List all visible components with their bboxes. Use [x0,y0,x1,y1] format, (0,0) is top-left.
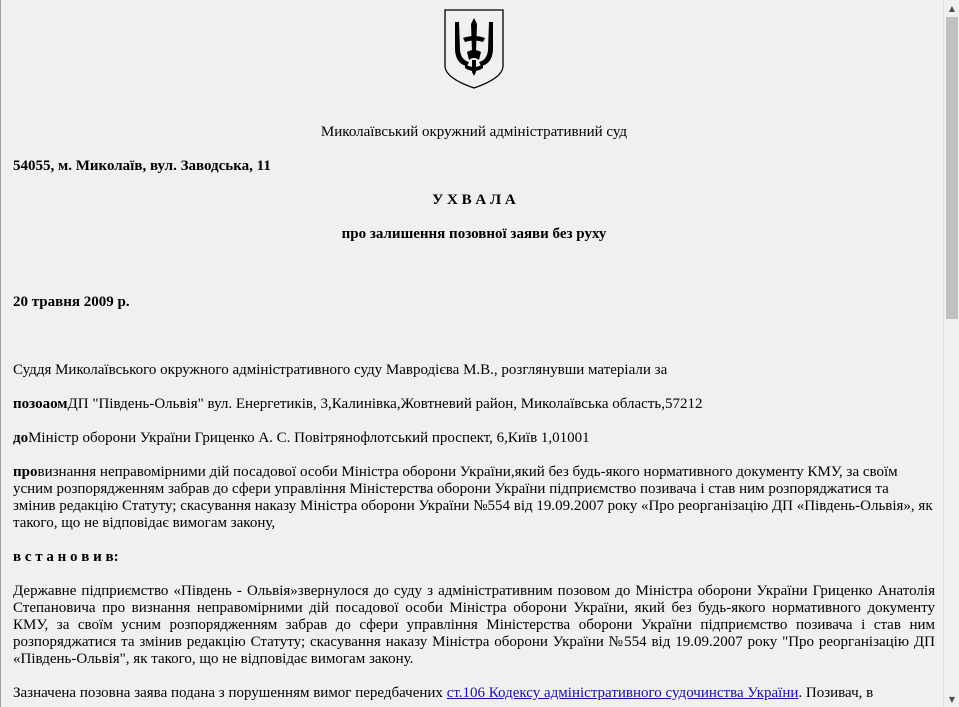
established-paragraph: Державне підприємство «Південь - Ольвія»звернулося до суду з адміністративним позовом до Міністра оборони України Гриценко Анатолія Степановича про визнання неправомірними дій посадової особи Міністра оборони України, який без будь-якого нормативного документу КМУ, за своїм усним розпорядженням забрав до сфери управління Міністерства оборони України підприємство позивача і став ним розпоряджатися та змінив редакцію Статуту; скасування наказу Міністра оборони України №554 від 19.09.2007 року "Про реорганізацію ДП «Південь-Ольвія", як такого, що не відповідає вимогам закону. [13,583,935,667]
defendant-label: до [13,430,29,446]
document-date: 20 травня 2009 р. [13,294,130,310]
scrollbar-thumb[interactable] [946,17,958,319]
subject-paragraph [13,464,935,532]
document-title: У Х В А Л А [432,192,516,208]
court-address: 54055, м. Миколаїв, вул. Заводська, 11 [13,158,271,174]
court-name: Миколаївський окружний адміністративний суд [320,124,628,140]
plaintiff-paragraph [13,396,935,413]
emblem-container [13,8,935,90]
defendant-paragraph [13,430,935,447]
plaintiff-text: ДП "Південь-Ольвія" вул. Енергетиків, 3,Калинівка,Жовтневий район, Миколаївська область,57212 [67,396,703,412]
defendant-text: Міністр оборони України Гриценко А. С. Повітрянофлотський проспект, 6,Київ 1,01001 [28,430,590,446]
last-paragraph-end: . Позивач, в [798,685,874,701]
subject-text: визнання неправомірними дій посадової особи Міністра оборони України,який без будь-якого нормативного документу КМУ, за своїм усним розпорядженням забрав до сфери управління Міністерства оборони України підприємство позивача і став ним розпоряджатися та змінив редакцію Статуту; скасування наказу Міністра оборони України №554 від 19.09.2007 року «Про реорганізацію ДП «Південь-Ольвія», як такого, що не відповідає вимогам закону, [13,464,933,531]
plaintiff-label: позоаом [13,396,68,412]
document-subtitle: про залишення позовної заяви без руху [341,226,607,242]
court-document [13,8,935,702]
arrow-down-icon[interactable]: ▼ [948,694,956,704]
established-heading: в с т а н о в и в: [13,549,119,565]
arrow-up-icon[interactable]: ▲ [948,3,956,13]
coat-of-arms-trident-icon [443,8,505,90]
vertical-scrollbar[interactable] [943,0,959,707]
intro-paragraph: Суддя Миколаївського окружного адміністративного суду Мавродієва М.В., розглянувши матеріали за [13,362,668,378]
subject-label: про [13,464,38,480]
last-paragraph [13,685,935,702]
law-article-link[interactable]: ст.106 Кодексу адміністративного судочинства України [446,685,799,701]
last-paragraph-start: Зазначена позовна заява подана з порушенням вимог передбачених [13,685,447,701]
